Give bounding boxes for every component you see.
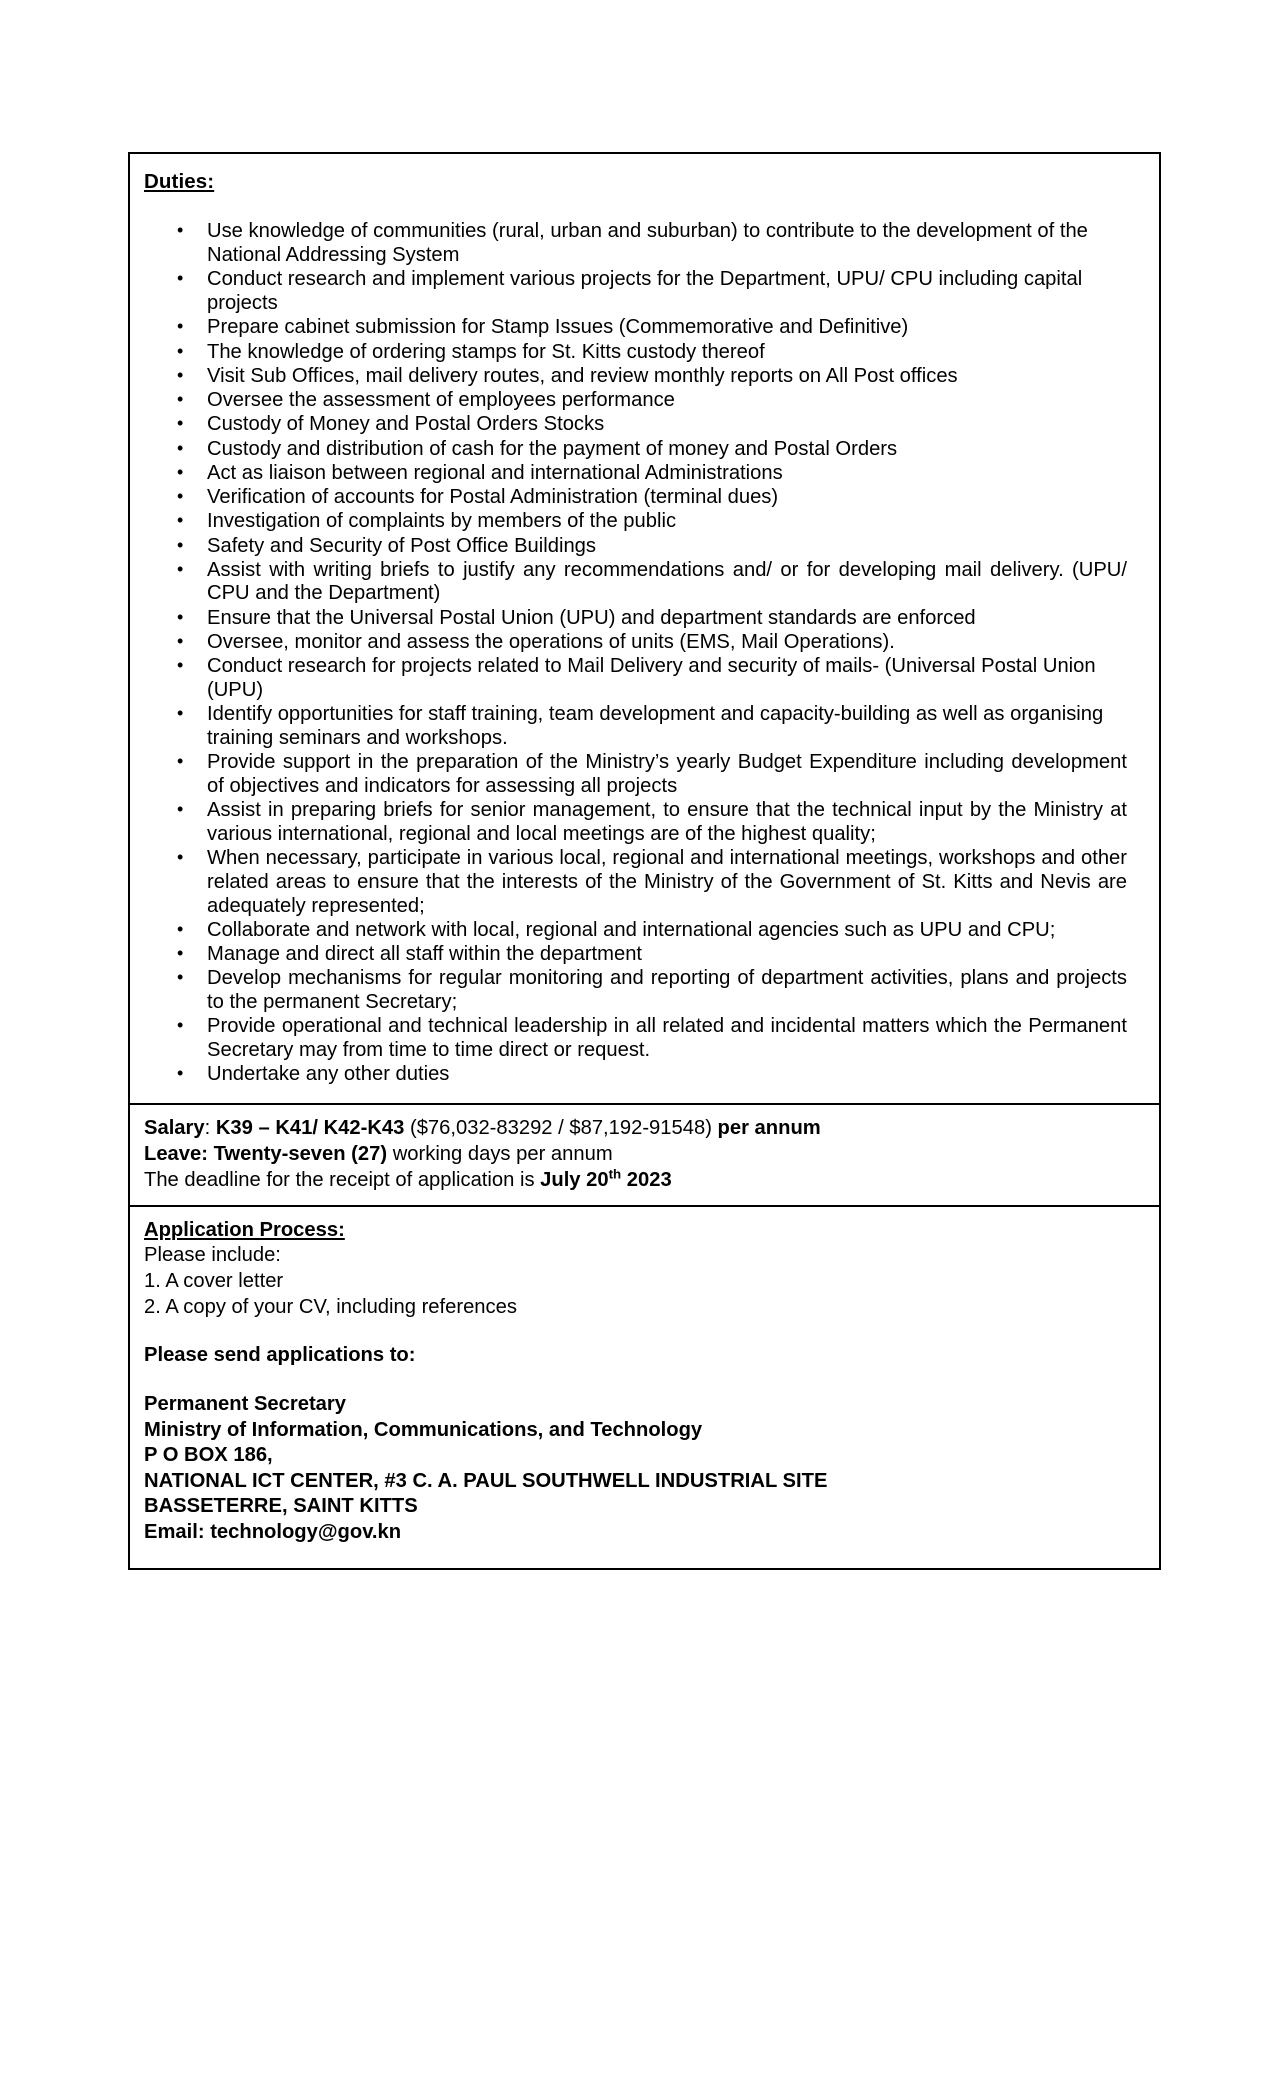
duties-heading: Duties:: [144, 170, 215, 193]
duty-item: • Undertake any other duties: [144, 1063, 1127, 1087]
duty-item: • Verification of accounts for Postal Administration (terminal dues): [144, 486, 1127, 510]
salary-colon: :: [204, 1117, 216, 1140]
deadline-line: [144, 1168, 1145, 1194]
salary-section: [130, 1105, 1159, 1207]
duty-item: • Ensure that the Universal Postal Union (UPU) and department standards are enforced: [144, 607, 1127, 631]
duties-list: [144, 220, 1145, 1086]
address-line: Permanent Secretary: [144, 1392, 346, 1415]
application-item-1: 1. A cover letter: [144, 1269, 284, 1292]
deadline-ordinal-suffix: th: [608, 1166, 622, 1182]
salary-grades: K39 – K41/ K42-K43: [215, 1117, 405, 1140]
deadline-year: 2023: [621, 1169, 672, 1192]
duty-item: • When necessary, participate in various local, regional and international meetings, workshops and other related areas to ensure that the interests of the Ministry of the Government of St. Kitts and Nevis are adequately represented;: [144, 847, 1127, 918]
leave-line: [144, 1142, 1145, 1168]
address-line: Ministry of Information, Communications, and Technology: [144, 1418, 703, 1441]
duty-item: • Collaborate and network with local, regional and international agencies such as UPU and CPU;: [144, 919, 1127, 943]
application-process-heading: Application Process:: [144, 1218, 345, 1241]
deadline-prefix: The deadline for the receipt of application is: [144, 1169, 541, 1192]
duty-item: • Act as liaison between regional and international Administrations: [144, 462, 1127, 486]
duty-item: • Provide support in the preparation of the Ministry’s yearly Budget Expenditure including development of objectives and indicators for assessing all projects: [144, 751, 1127, 798]
duty-item: • Custody and distribution of cash for the payment of money and Postal Orders: [144, 438, 1127, 462]
address-line: BASSETERRE, SAINT KITTS: [144, 1495, 418, 1518]
duty-item: • Develop mechanisms for regular monitoring and reporting of department activities, plans and projects to the permanent Secretary;: [144, 967, 1127, 1014]
address-line: Email: technology@gov.kn: [144, 1521, 402, 1544]
duty-item: • Safety and Security of Post Office Buildings: [144, 535, 1127, 559]
duty-item: • Investigation of complaints by members of the public: [144, 510, 1127, 534]
duty-item: • Use knowledge of communities (rural, urban and suburban) to contribute to the development of the National Addressing System: [144, 220, 1127, 267]
address-line: P O BOX 186,: [144, 1444, 273, 1467]
duty-item: • Conduct research for projects related to Mail Delivery and security of mails- (Universal Postal Union (UPU): [144, 655, 1127, 702]
duty-item: • Provide operational and technical leadership in all related and incidental matters which the Permanent Secretary may from time to time direct or request.: [144, 1015, 1127, 1062]
duty-item: • Oversee the assessment of employees performance: [144, 389, 1127, 413]
duty-item: • Conduct research and implement various projects for the Department, UPU/ CPU including capital projects: [144, 268, 1127, 315]
please-include-label: Please include:: [144, 1244, 281, 1267]
application-spacer-2: [144, 1369, 1145, 1392]
duties-section: [130, 154, 1159, 1105]
duty-item: • Visit Sub Offices, mail delivery routes, and review monthly reports on All Post offices: [144, 365, 1127, 389]
duty-item: • Oversee, monitor and assess the operations of units (EMS, Mail Operations).: [144, 631, 1127, 655]
duty-item: • Assist in preparing briefs for senior management, to ensure that the technical input by the Ministry at various international, regional and local meetings are of the highest quality;: [144, 799, 1127, 846]
duty-item: • Assist with writing briefs to justify any recommendations and/ or for developing mail delivery. (UPU/ CPU and the Department): [144, 559, 1127, 606]
application-item-2: 2. A copy of your CV, including references: [144, 1295, 517, 1318]
salary-per-annum: per annum: [717, 1117, 821, 1140]
duty-item: • Manage and direct all staff within the department: [144, 943, 1127, 967]
duty-item: • Custody of Money and Postal Orders Stocks: [144, 413, 1127, 437]
duty-item: • The knowledge of ordering stamps for St. Kitts custody thereof: [144, 341, 1127, 365]
leave-label: Leave: Twenty-seven (27): [144, 1143, 388, 1166]
salary-range: ($76,032-83292 / $87,192-91548): [404, 1117, 718, 1140]
duty-item: • Prepare cabinet submission for Stamp Issues (Commemorative and Definitive): [144, 316, 1127, 340]
leave-rest: working days per annum: [387, 1143, 613, 1166]
address-line: NATIONAL ICT CENTER, #3 C. A. PAUL SOUTHWELL INDUSTRIAL SITE: [144, 1469, 828, 1492]
send-applications-label: Please send applications to:: [144, 1344, 416, 1367]
salary-label: Salary: [144, 1117, 205, 1140]
duties-heading-spacer: [144, 195, 1145, 220]
application-address-block: [144, 1392, 1145, 1546]
deadline-date: July 20: [540, 1169, 609, 1192]
duty-item: • Identify opportunities for staff training, team development and capacity-building as well as organising training seminars and workshops.: [144, 703, 1127, 750]
vacancy-notice-table: [128, 152, 1161, 1570]
salary-line: [144, 1116, 1145, 1142]
application-process-section: [130, 1207, 1159, 1568]
application-spacer-1: [144, 1320, 1145, 1343]
